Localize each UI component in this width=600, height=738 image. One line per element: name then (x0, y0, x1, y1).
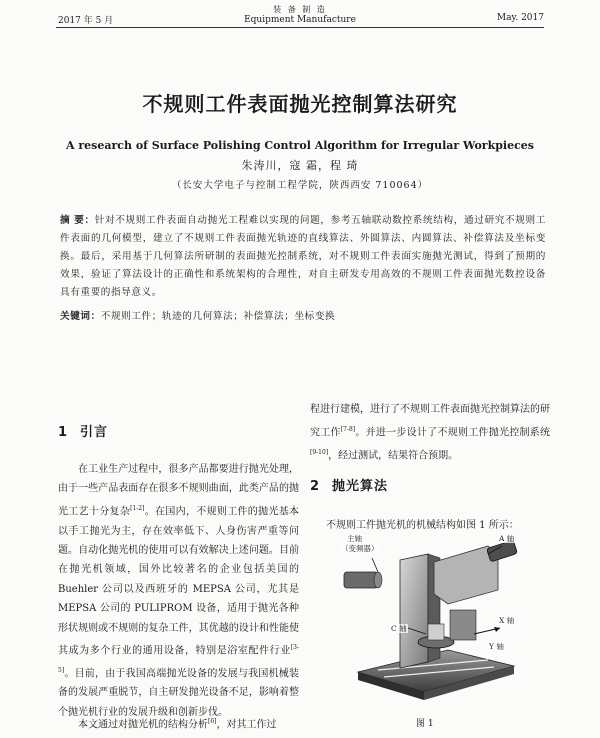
section-2-heading (310, 475, 548, 494)
citation: [1-2] (130, 504, 145, 512)
para2-text-a: 本文通过对抛光机的结构分析 (78, 719, 208, 731)
citation: [3-5] (58, 643, 299, 674)
figure-1-caption: 图 1 (416, 719, 434, 729)
abstract-label: 摘 要： (60, 215, 95, 226)
section-1-heading (58, 421, 298, 440)
section-1-paragraph-1 (58, 460, 299, 722)
right-text-b: 。并进一步设计了不规则工件抛光控制系统 (355, 427, 551, 439)
citation: [6] (208, 718, 217, 725)
right-text-c: ，经过测试，结果符合预期。 (328, 450, 459, 462)
label-a-axis: A 轴 (499, 534, 515, 543)
para1-text-b: 。在国内，不规则工件的抛光基本以手工抛光为主，存在效率低下、人身伤害严重等问题。自动化抛光机的使用可以有效解决上述问题。目前在抛光机领域，国外比较著名的企业包括美国的 Buehler 公司以及西班牙的 MEPSA 公司，尤其是 MEPSA 公司的 PULIPROM 设备，适用于抛光各种形状规则或不规则的复杂工件，其优越的设计和性能使其成为多个行业的通用设备，特别是浴室配件行业 (58, 506, 300, 657)
journal-name-en: Equipment Manufacture (244, 15, 356, 25)
label-spindle-vfd: （变频器） (341, 544, 379, 553)
header-divider (56, 27, 544, 28)
para2-text-b: ，对其工作过 (216, 719, 277, 731)
paper-title: 不规则工件表面抛光控制算法研究 (142, 92, 458, 116)
authors: 朱涛川，寇 霜，程 琦 (241, 159, 359, 172)
right-column-paragraph (310, 400, 550, 467)
section-2-number: 2 (310, 479, 321, 494)
label-x-axis: X 轴 (499, 616, 515, 625)
para1-text-a: 在工业生产过程中，很多产品都要进行抛光处理，由于一些产品表面存在很多不规则曲面，此类产品的抛光工艺十分复杂 (58, 464, 299, 518)
abstract (60, 212, 546, 302)
keywords-text: 不规则工件；轨迹的几何算法；补偿算法；坐标变换 (100, 311, 336, 322)
polishing-machine-illustration (338, 532, 524, 704)
citation: [7-8] (340, 426, 356, 433)
header-date-en: May. 2017 (496, 13, 544, 23)
label-c-axis: C 轴 (391, 624, 407, 633)
right-text-a: 程进行建模，进行了不规则工件表面抛光控制算法的研究工作 (310, 404, 550, 439)
keywords (60, 308, 546, 322)
paper-title-en: A research of Surface Polishing Control Algorithm for Irregular Workpieces (66, 139, 534, 152)
section-1-title: 引言 (80, 425, 109, 440)
section-2-title: 抛光算法 (332, 479, 389, 494)
affiliation: （长安大学电子与控制工程学院，陕西西安 710064） (171, 180, 429, 191)
para1-text-c: 。目前，由于我国高端抛光设备的发展与我国机械装备的发展严重脱节，自主研发抛光设备不足，影响着整个抛光机行业的发展升级和创新步伐。 (58, 668, 299, 718)
section-2-paragraph: 不规则工件抛光机的机械结构如图 1 所示： (326, 520, 519, 531)
figure-1 (338, 532, 524, 704)
journal-name-cn: 装 备 制 造 (273, 5, 327, 14)
abstract-text: 针对不规则工件表面自动抛光工程难以实现的问题，参考五轴联动数控系统结构，通过研究不规则工件表面的几何模型，建立了不规则工件表面抛光轨迹的直线算法、外圆算法、内圆算法、补偿算法及坐标变换。最后，采用基于几何算法所研制的表面抛光控制系统，对不规则工件表面实施抛光测试，得到了预期的效果，验证了算法设计的正确性和系统架构的合理性，对自主研发专用高效的不规则工件表面抛光数控设备具有重要的指导意义。 (60, 215, 546, 298)
citation: [9-10] (310, 449, 329, 457)
keywords-label: 关键词： (60, 311, 101, 322)
section-1-number: 1 (58, 425, 69, 440)
header-date-cn: 2017 年 5 月 (58, 16, 114, 26)
label-y-axis: Y 轴 (489, 642, 504, 651)
label-spindle: 主轴 (347, 534, 362, 543)
section-1-paragraph-2 (58, 712, 299, 734)
